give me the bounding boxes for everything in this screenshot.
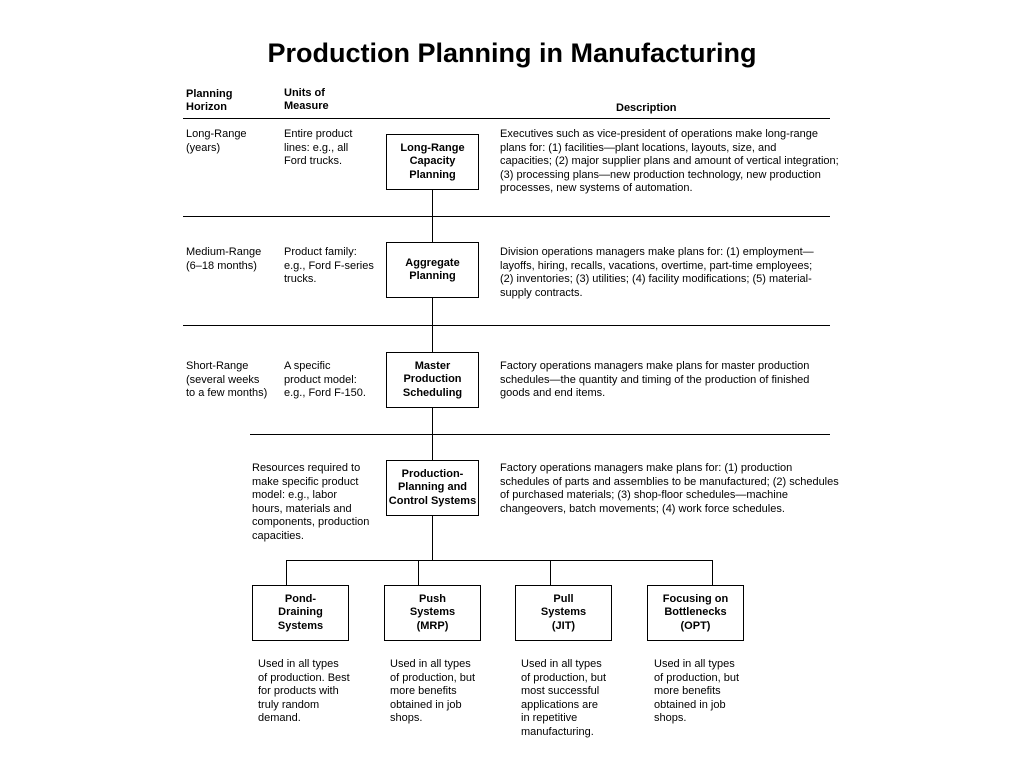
header-planning-horizon: Planning Horizon <box>186 88 233 113</box>
push-systems-mrp-box: Push Systems (MRP) <box>384 585 481 641</box>
row-1-horizon: Long-Range (years) <box>186 128 247 154</box>
row-2-horizon: Medium-Range (6–18 months) <box>186 246 262 272</box>
pull-systems-note: Used in all types of production, but most successful applications are in repetitive manufacturing. <box>521 658 607 738</box>
row-2-description: Division operations managers make plans for: (1) employment— layoffs, hiring, recalls, vacations, overtime, part-time employees; (2) inventories; (3) utilities; (4) facility modifications; (5) material- supply contracts. <box>500 246 814 299</box>
row-divider-1 <box>183 216 830 217</box>
connector-1 <box>432 189 433 242</box>
connector-4 <box>432 515 433 560</box>
pond-draining-systems-box: Pond- Draining Systems <box>252 585 349 641</box>
connector-3 <box>432 407 433 460</box>
pond-draining-note: Used in all types of production. Best for products with truly random demand. <box>258 658 350 724</box>
header-description: Description <box>616 102 677 114</box>
row-4-units: Resources required to make specific product model: e.g., labor hours, materials and components, production capacities. <box>252 462 370 542</box>
row-3-horizon: Short-Range (several weeks to a few months) <box>186 360 268 399</box>
long-range-capacity-planning-box: Long-Range Capacity Planning <box>386 134 479 190</box>
bottlenecks-note: Used in all types of production, but more benefits obtained in job shops. <box>654 658 740 724</box>
row-1-units: Entire product lines: e.g., all Ford trucks. <box>284 128 353 167</box>
branch-2 <box>418 560 419 585</box>
row-3-description: Factory operations managers make plans for master production schedules—the quantity and timing of the production of finished goods and end items. <box>500 360 810 399</box>
row-1-description: Executives such as vice-president of operations make long-range plans for: (1) facilities—plant locations, layouts, size, and capacities; (2) major supplier plans and amount of vertical integration; (3) processing plans—new production technology, new production processes, new systems of automation. <box>500 128 839 194</box>
branch-3 <box>550 560 551 585</box>
production-planning-control-systems-box: Production- Planning and Control Systems <box>386 460 479 516</box>
header-rule <box>183 118 830 119</box>
pull-systems-jit-box: Pull Systems (JIT) <box>515 585 612 641</box>
push-systems-note: Used in all types of production, but more benefits obtained in job shops. <box>390 658 476 724</box>
connector-2 <box>432 297 433 352</box>
row-3-units: A specific product model: e.g., Ford F-150. <box>284 360 366 399</box>
row-divider-3 <box>250 434 830 435</box>
row-divider-2 <box>183 325 830 326</box>
focusing-on-bottlenecks-opt-box: Focusing on Bottlenecks (OPT) <box>647 585 744 641</box>
master-production-scheduling-box: Master Production Scheduling <box>386 352 479 408</box>
branch-1 <box>286 560 287 585</box>
page-title: Production Planning in Manufacturing <box>267 38 757 68</box>
aggregate-planning-box: Aggregate Planning <box>386 242 479 298</box>
row-4-description: Factory operations managers make plans for: (1) production schedules of parts and assemblies to be manufactured; (2) schedules of purchased materials; (3) shop-floor schedules—machine changeovers, batch movements; (4) work force schedules. <box>500 462 839 515</box>
branch-4 <box>712 560 713 585</box>
row-2-units: Product family: e.g., Ford F-series trucks. <box>284 246 374 285</box>
header-units-of-measure: Units of Measure <box>284 87 329 112</box>
branch-rule <box>286 560 713 561</box>
